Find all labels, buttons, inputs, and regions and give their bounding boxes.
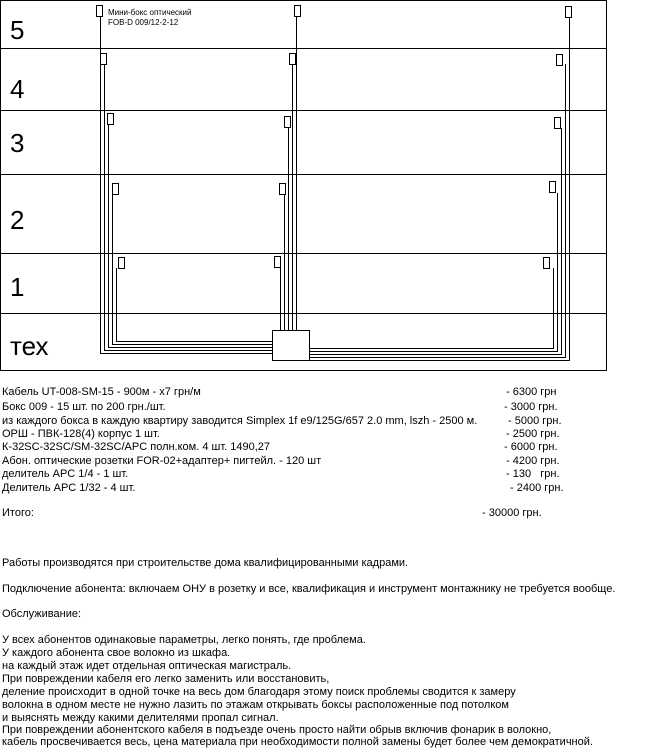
maintenance-heading: Обслуживание: [2, 608, 82, 620]
spec-price: - 130 грн. [506, 468, 560, 480]
optical-box-icon [275, 257, 281, 268]
optical-box-icon [544, 258, 550, 269]
floor-label-2: 2 [10, 205, 25, 235]
spec-price: - 2500 грн. [506, 428, 560, 440]
callout-line: FOB-D 009/12-2-12 [108, 18, 179, 27]
floor-label-tech: тех [10, 331, 49, 361]
optical-box-icon [295, 6, 301, 17]
note-line: У всех абонентов одинаковые параметры, легко понять, где проблема. [2, 634, 366, 646]
spec-price: - 5000 грн. [508, 415, 562, 427]
distribution-cabinet [273, 331, 310, 361]
cable-left-floor-4 [105, 64, 273, 351]
optical-box-icon [290, 54, 296, 65]
spec-item: делитель APC 1/4 - 1 шт. [2, 468, 129, 480]
note-line: деление происходит в одной точке на весь дом благодаря этому поиск проблемы сводится к замеру [2, 686, 516, 698]
spec-item: Абон. оптические розетки FOR-02+адаптер+ пигтейл. - 120 шт [2, 455, 322, 467]
spec-item: ОРШ - ПВК-128(4) корпус 1 шт. [2, 428, 160, 440]
floor-label-4: 4 [10, 74, 25, 104]
optical-box-icon [101, 54, 107, 65]
cable-right-floor-5 [310, 16, 570, 361]
floor-label-1: 1 [10, 272, 25, 302]
building-diagram [0, 0, 647, 372]
cable-right-floor-3 [310, 128, 562, 355]
note-line: При повреждении абонентского кабеля в подъезде очень просто найти обрыв включив фонарик в волокно, [2, 724, 552, 736]
optical-box-icon [108, 114, 114, 125]
optical-box-icon [119, 258, 125, 269]
optical-box-icon [285, 117, 291, 128]
optical-box-icon [557, 55, 563, 66]
note-line: волокна в одном месте не нужно лазить по этажам открывать боксы расположенные под потолком [2, 699, 509, 711]
floor-label-5: 5 [10, 15, 25, 45]
floor-label-3: 3 [10, 128, 25, 158]
optical-box-icon [97, 6, 103, 17]
note-line: У каждого абонента свое волокно из шкафа. [2, 647, 231, 659]
spec-price: - 6300 грн [506, 386, 557, 398]
spec-price: - 4200 грн. [506, 455, 560, 467]
spec-item: Кабель UT-008-SM-15 - 900м - х7 грн/м [2, 386, 201, 398]
optical-box-icon [555, 118, 561, 129]
spec-item: Бокс 009 - 15 шт. по 200 грн./шт. [2, 401, 166, 413]
note-line: и выяснять между какими делителями пропал сигнал. [2, 712, 279, 724]
total-price: - 30000 грн. [482, 507, 542, 519]
optical-box-icon [550, 182, 556, 193]
callout-line: Мини-бокс оптический [108, 8, 192, 17]
optical-box-icon [280, 184, 286, 195]
note-paragraph: Подключение абонента: включаем ОНУ в розетку и все, квалификация и инструмент монтажнику не требуется вообще. [2, 583, 616, 595]
spec-item: из каждого бокса в каждую квартиру заводится Simplex 1f e9/125G/657 2.0 mm, lszh - 2500 м. [2, 415, 478, 427]
building-outline [1, 1, 607, 371]
cable-right-floor-1 [310, 268, 554, 349]
cable-left-floor-1 [117, 268, 273, 342]
cable-right-floor-2 [310, 193, 558, 352]
optical-box-icon [113, 184, 119, 195]
spec-price: - 2400 грн. [510, 482, 564, 494]
total-label: Итого: [2, 507, 34, 519]
note-paragraph: Работы производятся при строительстве дома квалифицированными кадрами. [2, 557, 409, 569]
spec-price: - 6000 грн. [504, 441, 558, 453]
spec-item: К-32SC-32SC/SM-32SC/APC полн.ком. 4 шт. 1490,27 [2, 441, 271, 453]
note-line: При повреждении кабеля его легко заменить или восстановить, [2, 673, 330, 685]
note-line: на каждый этаж идет отдельная оптическая магистраль. [2, 660, 292, 672]
spec-item: Делитель APC 1/32 - 4 шт. [2, 482, 136, 494]
optical-box-icon [566, 7, 572, 18]
cable-left-floor-2 [113, 194, 273, 345]
box-callout [108, 8, 192, 28]
spec-price: - 3000 грн. [504, 401, 558, 413]
cable-left-floor-5 [101, 16, 273, 354]
note-line: кабель просвечивается весь, цена материала при необходимости полной замены будет более чем демократичной. [2, 736, 593, 748]
